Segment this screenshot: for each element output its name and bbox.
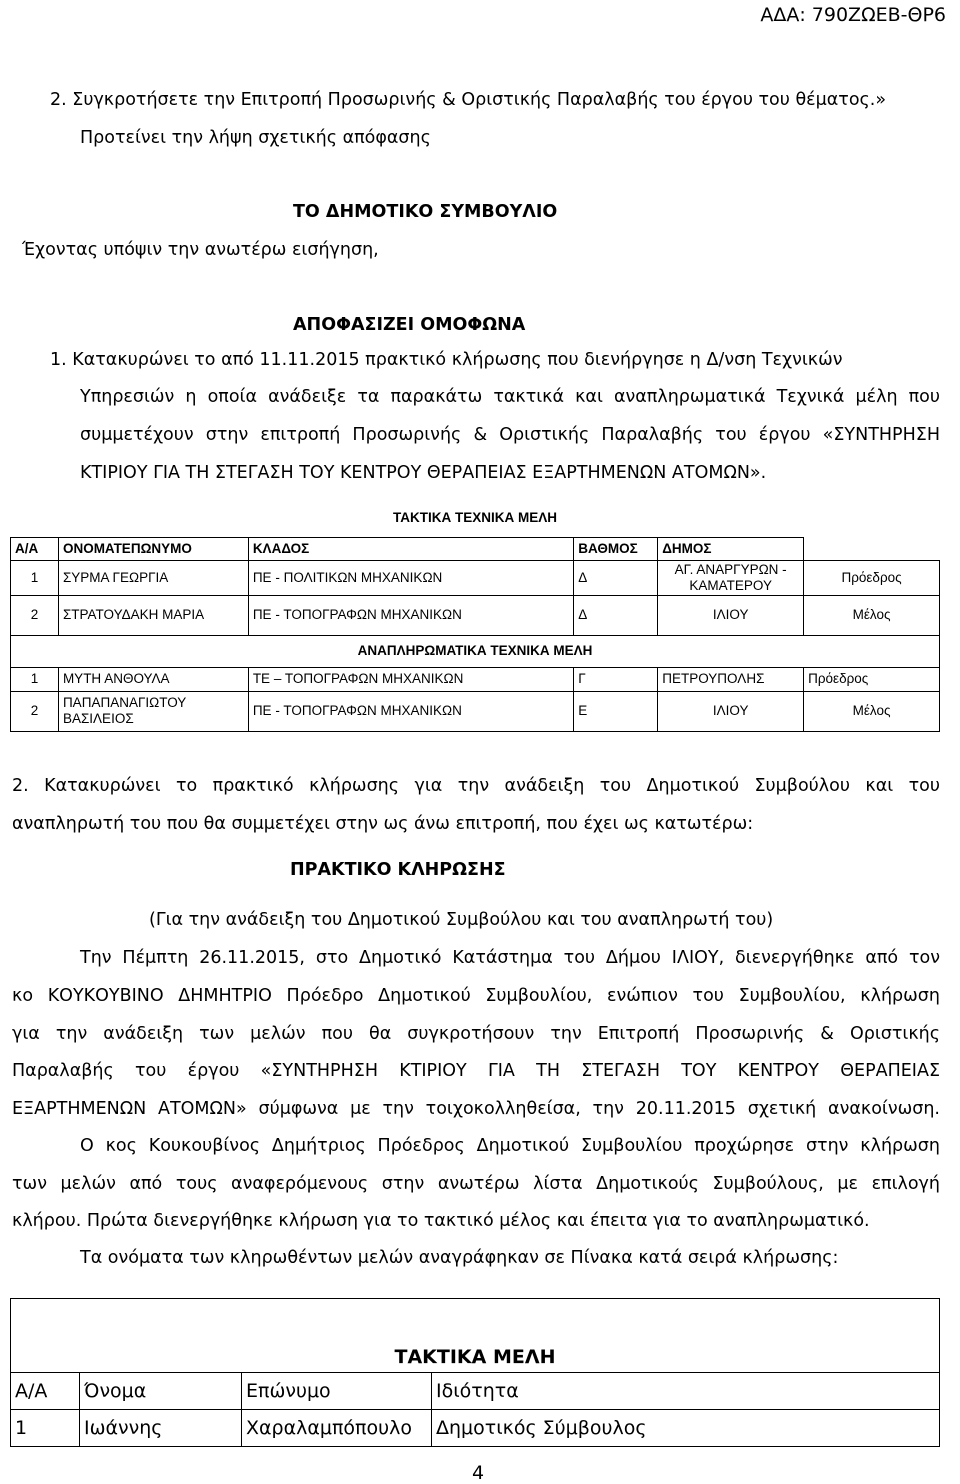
draw-subheading: (Για την ανάδειξη του Δημοτικού Συμβούλου και του αναπληρωτή του)	[149, 910, 774, 930]
table-row: 1 ΜΥΤΗ ΑΝΘΟΥΛΑ ΤΕ – ΤΟΠΟΓΡΑΦΩΝ ΜΗΧΑΝΙΚΩΝ Γ ΠΕΤΡΟΥΠΟΛΗΣ Πρόεδρος	[11, 667, 940, 691]
table-header-row	[11, 537, 940, 560]
decides-heading: ΑΠΟΦΑΣΙΖΕΙ ΟΜΟΦΩΝΑ	[293, 315, 526, 335]
p3-line: Τα ονόματα των κληρωθέντων μελών αναγράφηκαν σε Πίνακα κατά σειρά κλήρωσης:	[80, 1248, 839, 1268]
p1-line5: ΕΞΑΡΤΗΜΕΝΩΝ ΑΤΟΜΩΝ» σύμφωνα με την τοιχοκολληθείσα, την 20.11.2015 σχετική ανακοίνωση.	[12, 1099, 940, 1119]
page-number: 4	[472, 1462, 485, 1484]
technical-members-table	[10, 500, 940, 732]
council-table-title: ΤΑΚΤΙΚΑ ΜΕΛΗ	[11, 1299, 940, 1373]
p1-line1: Την Πέμπτη 26.11.2015, στο Δημοτικό Κατάστημα του Δήμου ΙΛΙΟΥ, διενεργήθηκε από τον	[80, 948, 940, 968]
decision1-line3: συμμετέχουν στην επιτροπή Προσωρινής & Οριστικής Παραλαβής του έργου «ΣΥΝΤΗΡΗΣΗ	[80, 425, 940, 445]
alternate-members-title: ΑΝΑΠΛΗΡΩΜΑΤΙΚΑ ΤΕΧΝΙΚΑ ΜΕΛΗ	[11, 635, 940, 667]
header-aa: Α/Α	[11, 537, 59, 560]
p1-line2: κο ΚΟΥΚΟΥΒΙΝΟ ΔΗΜΗΤΡΙΟ Πρόεδρο Δημοτικού Συμβουλίου, ενώπιον του Συμβουλίου, κλήρωση	[12, 986, 940, 1006]
council-table-header: Α/Α Όνομα Επώνυμο Ιδιότητα	[11, 1373, 940, 1410]
ada-code: ΑΔΑ: 790ΖΩΕΒ-ΘΡ6	[760, 4, 946, 26]
council-members-table	[10, 1298, 940, 1447]
decision2-line2: αναπληρωτή του που θα συμμετέχει στην ως άνω επιτροπή, που έχει ως κατωτέρω:	[12, 814, 754, 834]
council-heading: ΤΟ ΔΗΜΟΤΙΚΟ ΣΥΜΒΟΥΛΙΟ	[293, 202, 558, 222]
header-municipality: ΔΗΜΟΣ	[658, 537, 804, 560]
header-branch: ΚΛΑΔΟΣ	[248, 537, 573, 560]
decision1-line2: Υπηρεσιών η οποία ανάδειξε τα παρακάτω τακτικά και αναπληρωματικά Τεχνικά μέλη που	[80, 387, 940, 407]
header-grade: ΒΑΘΜΟΣ	[574, 537, 658, 560]
table-row: 2 ΠΑΠΑΠΑΝΑΓΙΩΤΟΥ ΒΑΣΙΛΕΙΟΣ ΠΕ - ΤΟΠΟΓΡΑΦΩΝ ΜΗΧΑΝΙΚΩΝ Ε ΙΛΙΟΥ Μέλος	[11, 691, 940, 731]
regular-members-title: ΤΑΚΤΙΚΑ ΤΕΧΝΙΚΑ ΜΕΛΗ	[393, 510, 557, 526]
p1-line3: για την ανάδειξη των μελών που θα συγκροτήσουν την Επιτροπή Προσωρινής & Οριστικής	[12, 1024, 940, 1044]
header-name: ΟΝΟΜΑΤΕΠΩΝΥΜΟ	[58, 537, 248, 560]
draw-heading: ΠΡΑΚΤΙΚΟ ΚΛΗΡΩΣΗΣ	[290, 860, 506, 880]
decision2-line1: 2. Κατακυρώνει το πρακτικό κλήρωσης για την ανάδειξη του Δημοτικού Συμβούλου και του	[12, 776, 940, 796]
table-row: 1 Ιωάννης Χαραλαμπόπουλο Δημοτικός Σύμβουλος	[11, 1410, 940, 1447]
p2-line1: Ο κος Κουκουβίνος Δημήτριος Πρόεδρος Δημοτικού Συμβουλίου προχώρησε στην κλήρωση	[80, 1136, 940, 1156]
proposal-text: Προτείνει την λήψη σχετικής απόφασης	[80, 128, 431, 148]
table-row: 1 ΣΥΡΜΑ ΓΕΩΡΓΙΑ ΠΕ - ΠΟΛΙΤΙΚΩΝ ΜΗΧΑΝΙΚΩΝ Δ ΑΓ. ΑΝΑΡΓΥΡΩΝ - ΚΑΜΑΤΕΡΟΥ Πρόεδρος	[11, 560, 940, 595]
having-text: Έχοντας υπόψιν την ανωτέρω εισήγηση,	[22, 240, 379, 260]
p2-line3: κλήρου. Πρώτα διενεργήθηκε κλήρωση για το τακτικό μέλος και έπειτα για το αναπληρωματικό.	[12, 1211, 870, 1231]
decision1-line1: 1. Κατακυρώνει το από 11.11.2015 πρακτικό κλήρωσης που διενήργησε η Δ/νση Τεχνικών	[50, 350, 843, 370]
p1-line4: Παραλαβής του έργου «ΣΥΝΤΗΡΗΣΗ ΚΤΙΡΙΟΥ ΓΙΑ ΤΗ ΣΤΕΓΑΣΗ ΤΟΥ ΚΕΝΤΡΟΥ ΘΕΡΑΠΕΙΑΣ	[12, 1061, 940, 1081]
table-row: 2 ΣΤΡΑΤΟΥΔΑΚΗ ΜΑΡΙΑ ΠΕ - ΤΟΠΟΓΡΑΦΩΝ ΜΗΧΑΝΙΚΩΝ Δ ΙΛΙΟΥ Μέλος	[11, 595, 940, 635]
intro-item-2: 2. Συγκροτήσετε την Επιτροπή Προσωρινής & Οριστικής Παραλαβής του έργου του θέματος.»	[50, 90, 887, 110]
p2-line2: των μελών από τους αναφερόμενους στην ανωτέρω λίστα Δημοτικούς Συμβούλους, με επιλογή	[12, 1174, 940, 1194]
decision1-line4: ΚΤΙΡΙΟΥ ΓΙΑ ΤΗ ΣΤΕΓΑΣΗ ΤΟΥ ΚΕΝΤΡΟΥ ΘΕΡΑΠΕΙΑΣ ΕΞΑΡΤΗΜΕΝΩΝ ΑΤΟΜΩΝ».	[80, 463, 767, 483]
